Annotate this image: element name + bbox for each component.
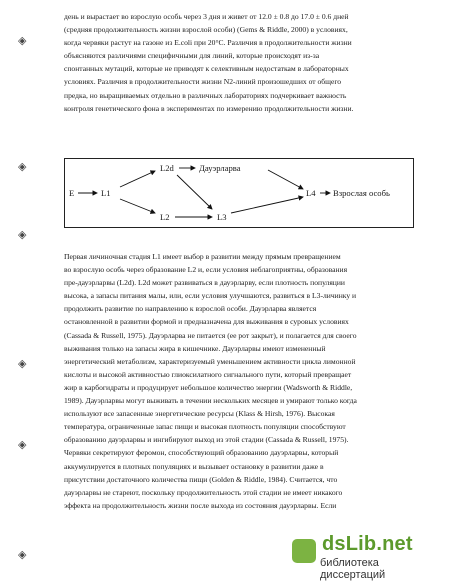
node-l3: L3 [217,212,227,222]
node-dauer: Дауэрларва [199,163,241,173]
margin-mark: ◈ [18,438,27,451]
arrow-l3-l4 [231,197,303,213]
margin-mark: ◈ [18,228,27,241]
margin-mark: ◈ [18,357,27,370]
arrow-dauer-l4 [268,170,303,189]
margin-mark: ◈ [18,34,27,47]
node-adult: Взрослая особь [333,188,390,198]
logo-title: dsLib.net [322,533,413,555]
logo-subtitle: библиотека диссертаций [320,557,386,581]
node-l2: L2 [160,212,170,222]
logo-badge-icon [292,539,316,563]
arrow-l1-l2d [120,171,155,187]
paragraph-lifespan: день и вырастает во взрослую особь через 3 дня и живет от 12.0 ± 0.8 до 17.0 ± 0.6 дней (средняя продолжительность жизни взрослой особи) (Gems & Riddle, 2000) в условиях, когда червяки растут на газоне из E.coli при 20°С. Различия в продолжительности жизни объясняются различиями специфичными для линий, которые происходят из-за спонтанных мутаций, которые не приводят к селективным недостаткам в лабораторных условиях. Различия в продолжительности жизни N2-линий произошедших от общего предка, но выращиваемых отдельно в различных лабораториях подчеркивает важность контроля генетического фона в экспериментах по измерению продолжительности жизни. [64,12,354,113]
margin-mark: ◈ [18,160,27,173]
node-l1: L1 [101,188,111,198]
paragraph-dauer: Первая личиночная стадия L1 имеет выбор в развитии между прямым превращением во взрослую особь через образование L2 и, если условия неблагоприятны, образования пре-дауэрларвы (L2d). L2d может развиваться в дауэрларву, если плотность популяции высока, а запасы питания малы, или, если условия улучшаются, развиться в L3-личинку и продолжить развитие по направлению к взрослой особи. Дауэрларва является остановленной в развитии формой и предназначена для выживания в суровых условиях (Cassada & Russell, 1975). Дауэрларва не питается (ее рот закрыт), и полагается для своего выживания только на запасы жира в кишечнике. Дауэрларвы имеют измененный энергетический метаболизм, характеризуемый уменьшением активности цикла лимонной кислоты и высокой активностью глиоксилатного сигнального пути, который превращает жир в карбогидраты и продуцирует небольшое количество энергии (Wadsworth & Riddle, 1989). Дауэрларвы могут выживать в течении нескольких месяцев и умирают только когда используют все запасенные энергетические ресурсы (Klass & Hirsh, 1976). Высокая температура, ограниченные запас пищи и высокая плотность популяции способствуют образованию дауэрларвы и ингибируют выход из этой стадии (Cassada & Russell, 1975). Червяки секретируют феромон, способствующий образованию дауэрларвы, который аккумулируется в плотных популяциях и вызывает остановку в развитии даже в присутствии достаточного количества пищи (Golden & Riddle, 1984). Считается, что дауэрларвы не стареют, поскольку продолжительность этой стадии не имеет никакого эффекта на продолжительность жизни после выхода из состояния дауэрларвы. Если [64,252,357,510]
node-l4: L4 [306,188,316,198]
arrow-l2d-l3 [177,175,212,209]
node-l2d: L2d [160,163,174,173]
margin-mark: ◈ [18,548,27,561]
site-logo[interactable] [290,533,442,581]
node-e: E [69,188,75,198]
development-diagram [64,158,414,228]
arrow-l1-l2 [120,199,155,213]
